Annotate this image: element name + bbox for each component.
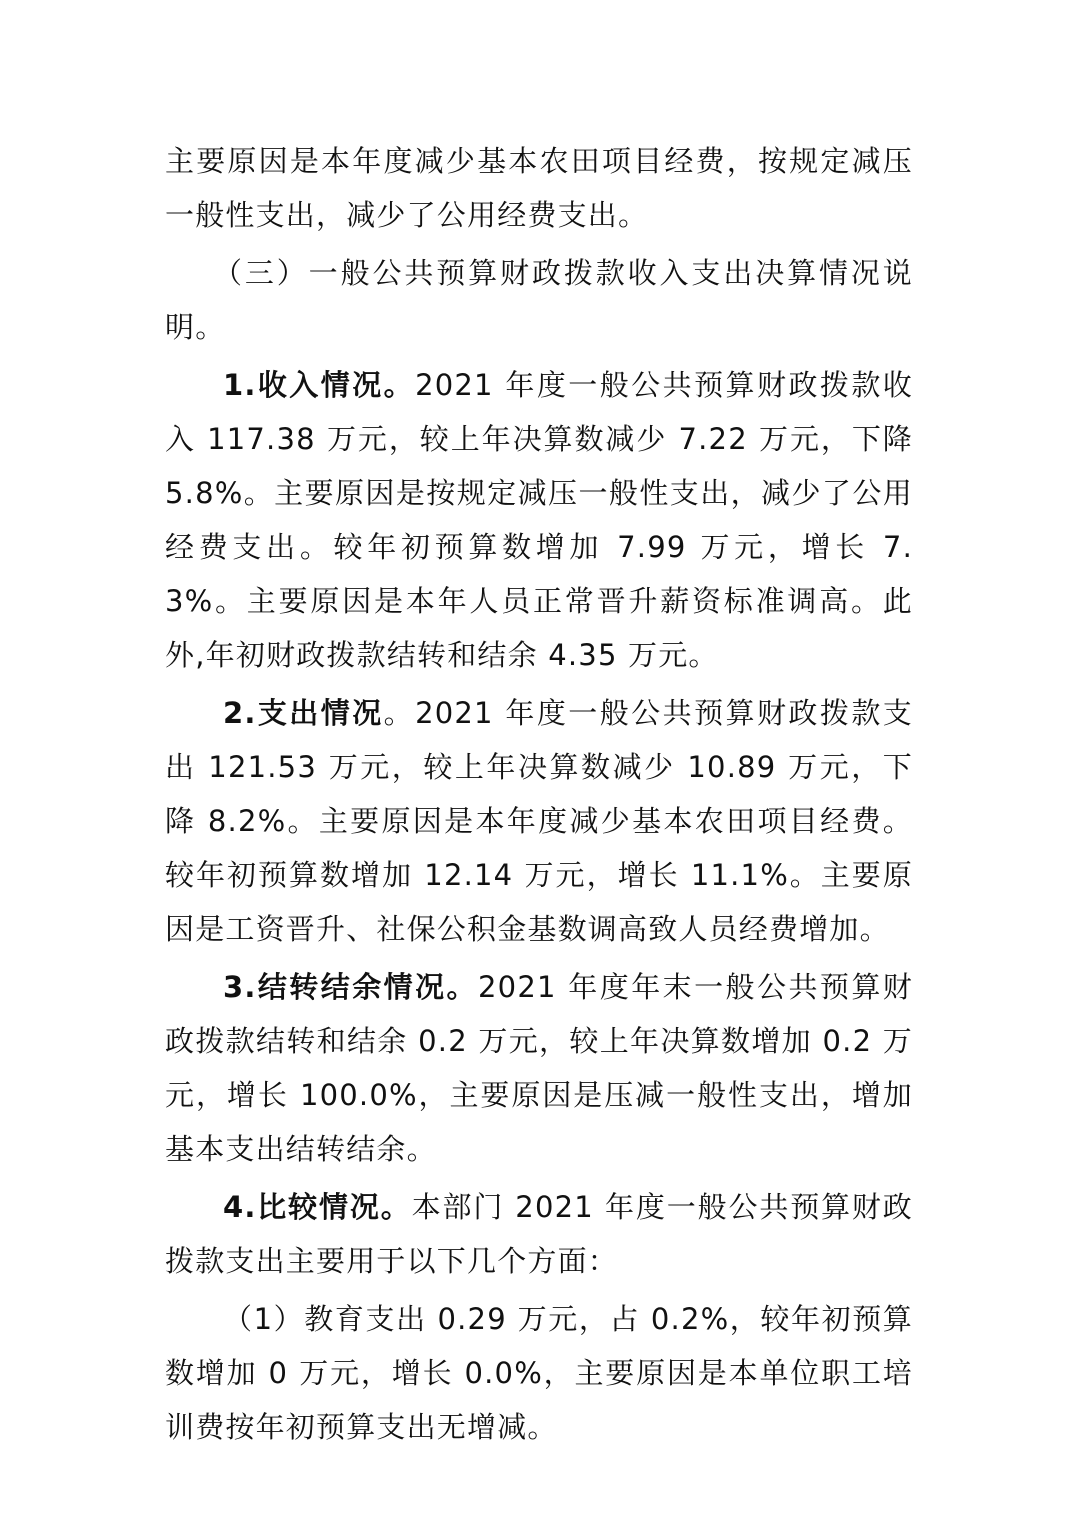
paragraph-comparison <box>165 1180 913 1288</box>
paragraph-text: （1）教育支出 0.29 万元，占 0.2%，较年初预算数增加 0 万元，增长 0.0%，主要原因是本单位职工培训费按年初预算支出无增减。 <box>165 1302 913 1444</box>
paragraph-text: 主要原因是本年度减少基本农田项目经费，按规定减压一般性支出，减少了公用经费支出。 <box>165 144 913 232</box>
section-heading-text: （三）一般公共预算财政拨款收入支出决算情况说明。 <box>165 256 913 344</box>
paragraph-text: 本部门 2021 年度一般公共预算财政拨款支出主要用于以下几个方面： <box>165 1190 913 1278</box>
paragraph-education <box>165 1292 913 1454</box>
document-body <box>165 134 913 1454</box>
paragraph-income <box>165 358 913 682</box>
paragraph-expenditure <box>165 686 913 956</box>
paragraph-text: 2021 年度一般公共预算财政拨款收入 117.38 万元，较上年决算数减少 7.22 万元，下降 5.8%。主要原因是按规定减压一般性支出，减少了公用经费支出。较年初预算数增加 7.99 万元，增长 7.3%。主要原因是本年人员正常晋升薪资标准调高。此外,年初财政拨款结转和结余 4.35 万元。 <box>165 368 913 672</box>
paragraph-lead: 2.支出情况 <box>223 696 384 730</box>
paragraph-continuation <box>165 134 913 242</box>
section-heading-3 <box>165 246 913 354</box>
paragraph-carryover <box>165 960 913 1176</box>
paragraph-lead: 1.收入情况。 <box>223 368 416 402</box>
paragraph-lead: 4.比较情况。 <box>223 1190 412 1224</box>
paragraph-lead: 3.结转结余情况。 <box>223 970 479 1004</box>
paragraph-text: 。2021 年度一般公共预算财政拨款支出 121.53 万元，较上年决算数减少 10.89 万元，下降 8.2%。主要原因是本年度减少基本农田项目经费。较年初预算数增加 12.14 万元，增长 11.1%。主要原因是工资晋升、社保公积金基数调高致人员经费增加。 <box>165 696 913 946</box>
paragraph-text: 2021 年度年末一般公共预算财政拨款结转和结余 0.2 万元，较上年决算数增加 0.2 万元，增长 100.0%，主要原因是压减一般性支出，增加基本支出结转结余。 <box>165 970 913 1166</box>
